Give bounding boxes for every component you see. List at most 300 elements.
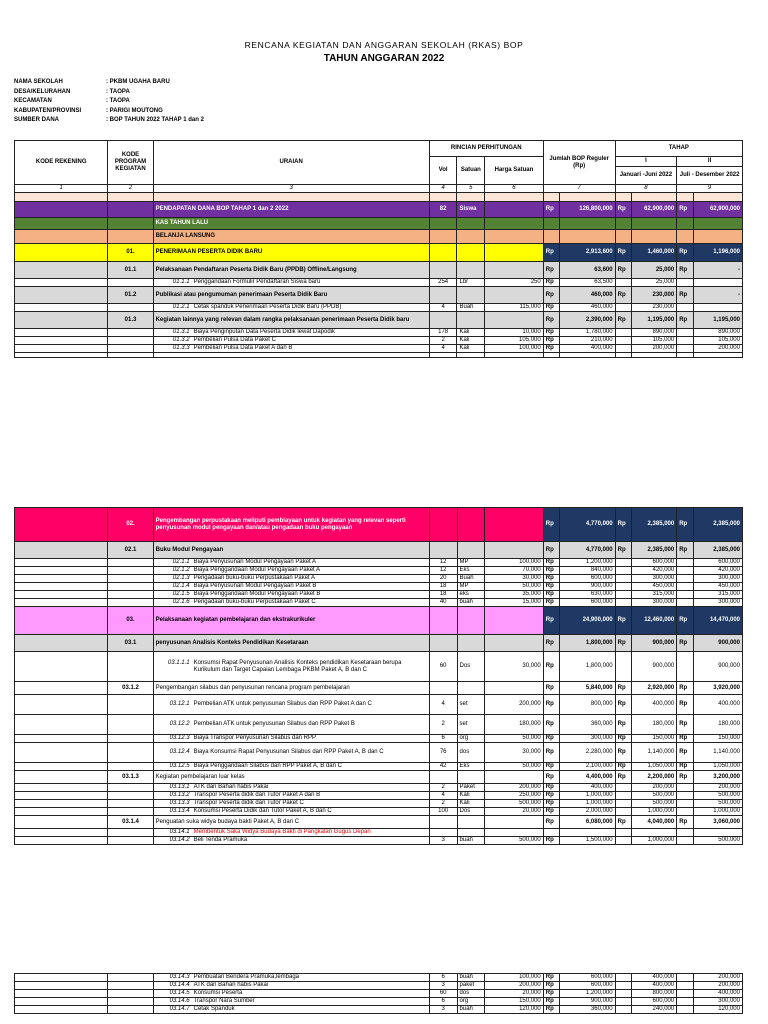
rp-label: Rp bbox=[543, 345, 559, 353]
harga-satuan-cell: 30,000 bbox=[485, 575, 544, 583]
kegiatan-code: 03.14.2 bbox=[169, 837, 190, 843]
tahap-i-cell: 2,385,000 bbox=[632, 508, 677, 542]
info-value: : PARIGI MOUTONG bbox=[106, 107, 163, 114]
uraian-text: Konsumsi Peserta Didik dan Tutor Paket A, B dan C bbox=[193, 808, 332, 814]
rp-label: Rp bbox=[615, 695, 631, 715]
kode-program-cell bbox=[108, 329, 153, 337]
satuan-cell: Eks bbox=[457, 763, 485, 771]
kegiatan-code: 02.1.6 bbox=[172, 599, 190, 605]
tahap-ii-cell: 200,000 bbox=[693, 345, 742, 353]
jumlah-cell: 630,000 bbox=[560, 591, 615, 599]
uraian-cell bbox=[153, 337, 429, 345]
tahap-ii-cell bbox=[693, 304, 742, 312]
table-row bbox=[15, 508, 743, 542]
info-label: DESA/KELURAHAN bbox=[14, 88, 71, 95]
harga-satuan-cell: 500,000 bbox=[485, 837, 544, 845]
vol-cell: 76 bbox=[429, 743, 457, 763]
tahap-i-cell: 450,000 bbox=[632, 583, 677, 591]
uraian-text: ATK dan Bahan habis Pakai bbox=[193, 982, 269, 988]
uraian-cell bbox=[153, 583, 429, 591]
jumlah-cell: 1,800,000 bbox=[560, 652, 615, 682]
jumlah-cell: 63,600 bbox=[560, 262, 615, 279]
jumlah-cell: 300,000 bbox=[560, 735, 615, 743]
uraian-cell bbox=[153, 695, 429, 715]
rp-label: Rp bbox=[543, 974, 559, 982]
table-row bbox=[15, 312, 743, 329]
kegiatan-code: 01.3.1 bbox=[172, 329, 190, 335]
jumlah-cell: 600,000 bbox=[560, 575, 615, 583]
rp-label bbox=[677, 591, 693, 599]
kode-rekening-cell bbox=[15, 542, 108, 559]
vol-cell bbox=[429, 508, 457, 542]
harga-satuan-cell bbox=[485, 635, 544, 652]
document-title-block bbox=[0, 40, 768, 64]
uraian-text: Pengadaan buku-buku Perpustakaan Paket C bbox=[193, 599, 316, 605]
kode-program-cell bbox=[108, 304, 153, 312]
uraian-cell bbox=[153, 599, 429, 607]
rp-label: Rp bbox=[543, 763, 559, 771]
empty-cell bbox=[15, 193, 108, 202]
kode-program-cell bbox=[108, 829, 153, 837]
table-row bbox=[15, 998, 743, 1006]
kode-rekening-cell bbox=[15, 575, 108, 583]
empty-cell bbox=[615, 193, 631, 202]
uraian-cell bbox=[153, 974, 429, 982]
table-row bbox=[15, 202, 743, 218]
harga-satuan-cell: 50,000 bbox=[485, 583, 544, 591]
jumlah-cell: 63,500 bbox=[560, 279, 615, 287]
vol-cell bbox=[429, 829, 457, 837]
rp-label bbox=[677, 990, 693, 998]
rp-label: Rp bbox=[615, 771, 631, 784]
table-row bbox=[15, 829, 743, 837]
kode-program-cell bbox=[108, 583, 153, 591]
rp-label: Rp bbox=[677, 635, 693, 652]
tahap-i-cell: 2,385,000 bbox=[632, 542, 677, 559]
rp-label: Rp bbox=[615, 816, 631, 829]
rp-label bbox=[677, 599, 693, 607]
jumlah-cell: 900,000 bbox=[560, 583, 615, 591]
rp-label bbox=[677, 559, 693, 567]
kode-program-cell bbox=[108, 337, 153, 345]
table-row bbox=[15, 353, 743, 358]
harga-satuan-cell: 50,000 bbox=[485, 735, 544, 743]
rp-label: Rp bbox=[543, 982, 559, 990]
rp-label bbox=[615, 974, 631, 982]
rp-label: Rp bbox=[677, 287, 693, 304]
jumlah-cell: 600,000 bbox=[560, 982, 615, 990]
tahap-i-cell: 1,195,000 bbox=[632, 312, 677, 329]
kode-rekening-cell bbox=[15, 230, 108, 244]
column-number: 4 bbox=[429, 185, 457, 193]
jumlah-cell: 400,000 bbox=[560, 784, 615, 792]
uraian-cell bbox=[153, 652, 429, 682]
rp-label bbox=[615, 329, 631, 337]
kegiatan-code: 02.1.2 bbox=[172, 567, 190, 573]
rp-label: Rp bbox=[543, 575, 559, 583]
rp-label: Rp bbox=[543, 279, 559, 287]
kode-rekening-cell bbox=[15, 771, 108, 784]
vol-cell: 2 bbox=[429, 715, 457, 735]
jumlah-cell: 800,000 bbox=[560, 695, 615, 715]
uraian-cell bbox=[153, 784, 429, 792]
uraian-text: Konsumsi Peserta bbox=[193, 990, 243, 996]
rp-label bbox=[677, 784, 693, 792]
kode-rekening-cell bbox=[15, 990, 108, 998]
tahap-ii-cell: 200,000 bbox=[693, 784, 742, 792]
info-row bbox=[14, 116, 204, 126]
tahap-i-cell: 4,040,000 bbox=[632, 816, 677, 829]
tahap-ii-cell: 1,195,000 bbox=[693, 312, 742, 329]
kegiatan-code: 03.14.4 bbox=[169, 982, 190, 988]
table-row bbox=[15, 218, 743, 230]
empty-cell bbox=[560, 218, 615, 230]
jumlah-cell: 1,000,000 bbox=[560, 800, 615, 808]
rp-label: Rp bbox=[543, 287, 559, 304]
info-label: KABUPATEN/PROVINSI bbox=[14, 107, 82, 114]
tahap-i-cell: 105,000 bbox=[632, 337, 677, 345]
kode-rekening-cell bbox=[15, 559, 108, 567]
rp-label bbox=[677, 652, 693, 682]
empty-cell bbox=[457, 218, 485, 230]
tahap-i-cell: 600,000 bbox=[632, 998, 677, 1006]
vol-cell: 18 bbox=[429, 583, 457, 591]
vol-cell bbox=[429, 682, 457, 695]
satuan-cell: Siswa bbox=[457, 202, 485, 218]
kegiatan-code: 01.3.2 bbox=[172, 337, 190, 343]
kode-program-cell bbox=[108, 784, 153, 792]
rp-label bbox=[677, 575, 693, 583]
rp-label: Rp bbox=[543, 816, 559, 829]
vol-cell bbox=[429, 312, 457, 329]
table-row bbox=[15, 279, 743, 287]
kegiatan-code: 03.12.2 bbox=[169, 721, 190, 727]
satuan-cell: buah bbox=[457, 837, 485, 845]
uraian-text: Cetak Spanduk bbox=[193, 1006, 235, 1012]
empty-cell bbox=[457, 193, 485, 202]
header-tahap-i: I bbox=[615, 157, 677, 167]
tahap-ii-cell: 62,900,000 bbox=[693, 202, 742, 218]
uraian-text: Pembelian ATK untuk penyusunan Silabus dan RPP Paket B bbox=[193, 721, 355, 727]
tahap-ii-cell: 150,000 bbox=[693, 735, 742, 743]
tahap-ii-cell: 14,470,000 bbox=[693, 607, 742, 635]
kode-program-cell bbox=[108, 591, 153, 599]
kode-program-cell bbox=[108, 743, 153, 763]
vol-cell bbox=[429, 262, 457, 279]
kode-rekening-cell bbox=[15, 567, 108, 575]
satuan-cell: MP bbox=[457, 583, 485, 591]
rp-label bbox=[615, 982, 631, 990]
table-row bbox=[15, 607, 743, 635]
tahap-ii-cell: 1,000,000 bbox=[693, 808, 742, 816]
uraian-cell bbox=[153, 743, 429, 763]
vol-cell: 3 bbox=[429, 837, 457, 845]
uraian-cell: penyusunan Analisis Konteks Pendidikan Kesetaraan bbox=[153, 635, 429, 652]
header-periode-ii: Juli - Desember 2022 bbox=[677, 167, 743, 185]
harga-satuan-cell bbox=[485, 202, 544, 218]
vol-cell: 178 bbox=[429, 329, 457, 337]
uraian-cell bbox=[153, 559, 429, 567]
kegiatan-code: 02.1.3 bbox=[172, 575, 190, 581]
rp-label: Rp bbox=[677, 312, 693, 329]
rp-label bbox=[615, 1006, 631, 1014]
jumlah-cell: 24,900,000 bbox=[560, 607, 615, 635]
table-row bbox=[15, 262, 743, 279]
vol-cell bbox=[429, 635, 457, 652]
rp-label: Rp bbox=[543, 599, 559, 607]
kegiatan-code: 02.1.4 bbox=[172, 583, 190, 589]
tahap-ii-cell: - bbox=[693, 287, 742, 304]
harga-satuan-cell: 200,000 bbox=[485, 982, 544, 990]
harga-satuan-cell: 200,000 bbox=[485, 695, 544, 715]
vol-cell: 4 bbox=[429, 695, 457, 715]
uraian-text: Membentuk Saka Widya Budaya Bakti di Pangkalan Gugus Depan bbox=[193, 829, 371, 835]
kegiatan-code: 03.13.3 bbox=[169, 800, 190, 806]
header-rincian: RINCIAN PERHITUNGAN bbox=[429, 141, 543, 157]
kode-program-cell bbox=[108, 1006, 153, 1014]
empty-cell bbox=[693, 218, 742, 230]
tahap-i-cell: 420,000 bbox=[632, 567, 677, 575]
tahap-i-cell: 180,000 bbox=[632, 715, 677, 735]
satuan-cell: Buah bbox=[457, 575, 485, 583]
uraian-cell: Publikasi atau pengumuman penerimaan Peserta Didik Baru bbox=[153, 287, 429, 304]
satuan-cell: buah bbox=[457, 974, 485, 982]
table-row bbox=[15, 230, 743, 244]
column-number: 2 bbox=[108, 185, 153, 193]
empty-cell bbox=[615, 353, 631, 358]
kode-rekening-cell bbox=[15, 982, 108, 990]
vol-cell: 6 bbox=[429, 998, 457, 1006]
table-row bbox=[15, 800, 743, 808]
vol-cell: 60 bbox=[429, 990, 457, 998]
tahap-i-cell: 150,000 bbox=[632, 735, 677, 743]
uraian-cell bbox=[153, 792, 429, 800]
rp-label: Rp bbox=[543, 567, 559, 575]
kegiatan-code: 01.2.1 bbox=[172, 304, 190, 310]
rp-label: Rp bbox=[543, 542, 559, 559]
tahap-i-cell: 800,000 bbox=[632, 990, 677, 998]
info-row bbox=[14, 97, 204, 107]
rp-label: Rp bbox=[543, 262, 559, 279]
harga-satuan-cell bbox=[485, 542, 544, 559]
info-label: SUMBER DANA bbox=[14, 117, 59, 123]
uraian-cell: BELANJA LANSUNG bbox=[153, 230, 429, 244]
tahap-i-cell: 400,000 bbox=[632, 974, 677, 982]
rp-label: Rp bbox=[543, 800, 559, 808]
uraian-text: Pembelian ATK untuk penyusunan Silabus dan RPP Paket A dan C bbox=[193, 701, 372, 707]
kegiatan-code: 03.12.4 bbox=[169, 749, 190, 755]
rp-label: Rp bbox=[543, 337, 559, 345]
satuan-cell: buah bbox=[457, 1006, 485, 1014]
harga-satuan-cell: 250,000 bbox=[485, 792, 544, 800]
column-number: 9 bbox=[677, 185, 743, 193]
rp-label bbox=[615, 599, 631, 607]
vol-cell: 254 bbox=[429, 279, 457, 287]
harga-satuan-cell bbox=[485, 312, 544, 329]
rp-label: Rp bbox=[543, 652, 559, 682]
satuan-cell bbox=[457, 771, 485, 784]
satuan-cell: buah bbox=[457, 599, 485, 607]
kegiatan-code: 03.12.3 bbox=[169, 735, 190, 741]
empty-cell bbox=[693, 230, 742, 244]
harga-satuan-cell: 70,000 bbox=[485, 567, 544, 575]
harga-satuan-cell: 10,000 bbox=[485, 329, 544, 337]
tahap-i-cell: 1,460,000 bbox=[632, 244, 677, 262]
rp-label bbox=[615, 337, 631, 345]
satuan-cell: Dos bbox=[457, 652, 485, 682]
rp-label: Rp bbox=[677, 771, 693, 784]
satuan-cell: Dos bbox=[457, 808, 485, 816]
satuan-cell bbox=[457, 312, 485, 329]
tahap-i-cell: 600,000 bbox=[632, 559, 677, 567]
kegiatan-code: 01.3.3 bbox=[172, 345, 190, 351]
rp-label: Rp bbox=[677, 244, 693, 262]
column-number: 5 bbox=[457, 185, 485, 193]
tahap-i-cell: 200,000 bbox=[632, 784, 677, 792]
uraian-text: Biaya Penggandaan Modul Pengayaan Paket A bbox=[193, 567, 321, 573]
header-harga: Harga Satuan bbox=[485, 157, 544, 185]
vol-cell: 12 bbox=[429, 559, 457, 567]
info-value: : TAOPA bbox=[106, 88, 130, 95]
kegiatan-code: 02.1.5 bbox=[172, 591, 190, 597]
jumlah-cell: 460,000 bbox=[560, 287, 615, 304]
uraian-cell bbox=[153, 763, 429, 771]
rp-label bbox=[677, 800, 693, 808]
kode-rekening-cell bbox=[15, 735, 108, 743]
rp-label: Rp bbox=[615, 312, 631, 329]
satuan-cell: Kali bbox=[457, 345, 485, 353]
table-row bbox=[15, 816, 743, 829]
tahap-ii-cell: 105,000 bbox=[693, 337, 742, 345]
kode-program-cell bbox=[108, 763, 153, 771]
tahap-i-cell: 500,000 bbox=[632, 800, 677, 808]
uraian-cell: Pengembangan perpustakaan meliputi pembiayaan untuk kegiatan yang relevan seperti penyusunan modul pengayaan dan/atau pengadaan buku pengayaan bbox=[153, 508, 429, 542]
tahap-i-cell: 400,000 bbox=[632, 695, 677, 715]
satuan-cell: org bbox=[457, 998, 485, 1006]
rp-label bbox=[615, 837, 631, 845]
rp-label: Rp bbox=[543, 244, 559, 262]
kode-program-cell: 01. bbox=[108, 244, 153, 262]
kode-program-cell bbox=[108, 990, 153, 998]
empty-cell bbox=[485, 218, 544, 230]
satuan-cell: Kali bbox=[457, 329, 485, 337]
kegiatan-code: 03.14.3 bbox=[169, 974, 190, 980]
kode-rekening-cell bbox=[15, 695, 108, 715]
empty-cell bbox=[560, 353, 615, 358]
uraian-text: Biaya Penyusunan Modul Pengayaan Paket A bbox=[193, 559, 317, 565]
kode-rekening-cell bbox=[15, 652, 108, 682]
rp-label: Rp bbox=[543, 202, 559, 218]
kode-rekening-cell bbox=[15, 508, 108, 542]
empty-cell bbox=[429, 353, 457, 358]
tahap-i-cell: 900,000 bbox=[632, 635, 677, 652]
table-row bbox=[15, 599, 743, 607]
vol-cell: 2 bbox=[429, 800, 457, 808]
satuan-cell: set bbox=[457, 715, 485, 735]
satuan-cell: Paket bbox=[457, 784, 485, 792]
satuan-cell: Lbr bbox=[457, 279, 485, 287]
info-value: : BOP TAHUN 2022 TAHAP 1 dan 2 bbox=[106, 117, 204, 123]
kode-program-cell bbox=[108, 652, 153, 682]
jumlah-cell: 900,000 bbox=[560, 998, 615, 1006]
header-periode-i: Januari -Juni 2022 bbox=[615, 167, 677, 185]
uraian-text: Konsumsi Rapat Penyusunan Analisis Konteks pendidikan Kesetaraan berupa Kurikulum dan Target Capaian Lembaga PKBM Paket A, B dan C bbox=[193, 659, 402, 673]
satuan-cell: Eks bbox=[457, 567, 485, 575]
jumlah-cell: 4,400,000 bbox=[560, 771, 615, 784]
jumlah-cell: 360,000 bbox=[560, 715, 615, 735]
rp-label: Rp bbox=[677, 743, 693, 763]
table-row bbox=[15, 193, 743, 202]
tahap-ii-cell: 420,000 bbox=[693, 567, 742, 575]
rp-label bbox=[677, 583, 693, 591]
empty-cell bbox=[632, 193, 677, 202]
satuan-cell: Kali bbox=[457, 337, 485, 345]
kode-program-cell bbox=[108, 599, 153, 607]
document-title: RENCANA KEGIATAN DAN ANGGARAN SEKOLAH (RKAS) BOP bbox=[244, 40, 524, 50]
rp-label: Rp bbox=[677, 763, 693, 771]
satuan-cell: Buah bbox=[457, 304, 485, 312]
rp-label bbox=[615, 304, 631, 312]
rp-label: Rp bbox=[615, 735, 631, 743]
tahap-i-cell: 890,000 bbox=[632, 329, 677, 337]
tahap-ii-cell: 2,385,000 bbox=[693, 542, 742, 559]
header-row bbox=[15, 141, 743, 157]
vol-cell: 6 bbox=[429, 735, 457, 743]
harga-satuan-cell: 150,000 bbox=[485, 998, 544, 1006]
harga-satuan-cell: 100,000 bbox=[485, 345, 544, 353]
rp-label bbox=[615, 575, 631, 583]
rp-label: Rp bbox=[543, 998, 559, 1006]
satuan-cell: dos bbox=[457, 743, 485, 763]
tahap-i-cell: 1,050,000 bbox=[632, 763, 677, 771]
kode-rekening-cell bbox=[15, 784, 108, 792]
column-number: 1 bbox=[15, 185, 108, 193]
satuan-cell: org bbox=[457, 735, 485, 743]
info-row bbox=[14, 107, 204, 117]
rp-label: Rp bbox=[543, 715, 559, 735]
uraian-text: Biaya Transpor Penyusunan Silabus dan RPP bbox=[193, 735, 317, 741]
kode-program-cell bbox=[108, 202, 153, 218]
tahap-ii-cell: 300,000 bbox=[693, 599, 742, 607]
budget-table-part2 bbox=[14, 507, 743, 845]
header-uraian: URAIAN bbox=[153, 141, 429, 185]
tahap-i-cell: 400,000 bbox=[632, 982, 677, 990]
kode-rekening-cell bbox=[15, 591, 108, 599]
header-jumlah: Jumlah BOP Reguler (Rp) bbox=[543, 141, 615, 185]
rp-label: Rp bbox=[543, 735, 559, 743]
column-number: 3 bbox=[153, 185, 429, 193]
header-tahap: TAHAP bbox=[615, 141, 742, 157]
empty-cell bbox=[485, 353, 544, 358]
vol-cell: 100 bbox=[429, 808, 457, 816]
uraian-cell: Kegiatan lainnya yang relevan dalam rangka pelaksanaan penerimaan Peserta Didik baru bbox=[153, 312, 429, 329]
uraian-text: Pembelian Pulsa Data Paket A dan B bbox=[193, 345, 293, 351]
kode-rekening-cell bbox=[15, 279, 108, 287]
rp-label: Rp bbox=[615, 202, 631, 218]
uraian-cell bbox=[153, 735, 429, 743]
tahap-ii-cell bbox=[693, 829, 742, 837]
harga-satuan-cell: 20,000 bbox=[485, 808, 544, 816]
jumlah-cell: 1,200,000 bbox=[560, 990, 615, 998]
kode-rekening-cell bbox=[15, 345, 108, 353]
kegiatan-code: 03.12.5 bbox=[169, 763, 190, 769]
tahap-ii-cell: 200,000 bbox=[693, 982, 742, 990]
kode-program-cell: 02.1 bbox=[108, 542, 153, 559]
rp-label: Rp bbox=[615, 262, 631, 279]
kode-program-cell bbox=[108, 218, 153, 230]
tahap-i-cell: 315,000 bbox=[632, 591, 677, 599]
rp-label: Rp bbox=[543, 1006, 559, 1014]
